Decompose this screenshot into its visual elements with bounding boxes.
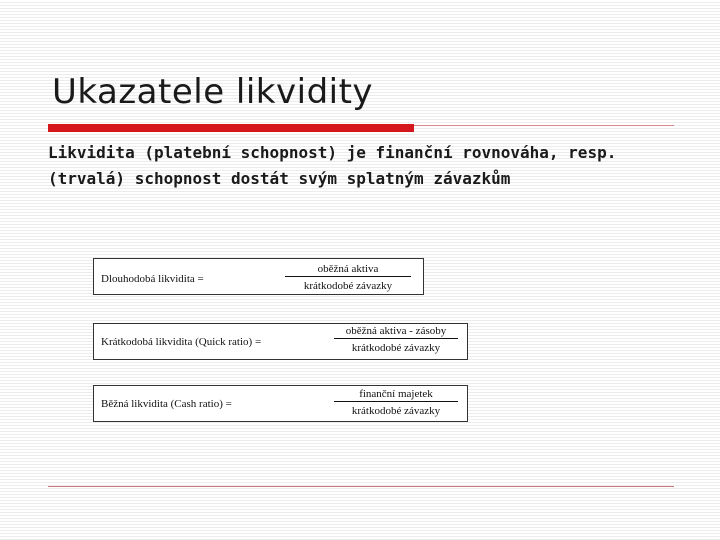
formula-fraction [334, 325, 458, 354]
formula-label: Krátkodobá likvidita (Quick ratio) = [101, 336, 262, 348]
formula-denominator: krátkodobé závazky [303, 280, 393, 292]
formula-quick-ratio [93, 323, 468, 360]
formula-long-term-liquidity [93, 258, 424, 295]
title-underline-thick [48, 124, 414, 132]
formula-numerator: finanční majetek [334, 388, 458, 402]
formula-fraction [285, 263, 411, 292]
formula-cash-ratio [93, 385, 468, 422]
title-underline-thin [414, 125, 674, 126]
formula-label: Běžná likvidita (Cash ratio) = [101, 398, 232, 410]
definition-line-2: (trvalá) schopnost dostát svým splatným závazkům [48, 169, 511, 188]
formula-fraction [334, 388, 458, 417]
slide-title: Ukazatele likvidity [52, 72, 374, 112]
formula-denominator: krátkodobé závazky [351, 405, 441, 417]
formula-label: Dlouhodobá likvidita = [101, 273, 204, 285]
formula-denominator: krátkodobé závazky [351, 342, 441, 354]
formula-numerator: oběžná aktiva [285, 263, 411, 277]
definition-line-1: Likvidita (platební schopnost) je finanční rovnováha, resp. [48, 143, 617, 162]
definition-text [48, 140, 688, 192]
formula-numerator: oběžná aktiva - zásoby [334, 325, 458, 339]
bottom-divider [48, 486, 674, 487]
